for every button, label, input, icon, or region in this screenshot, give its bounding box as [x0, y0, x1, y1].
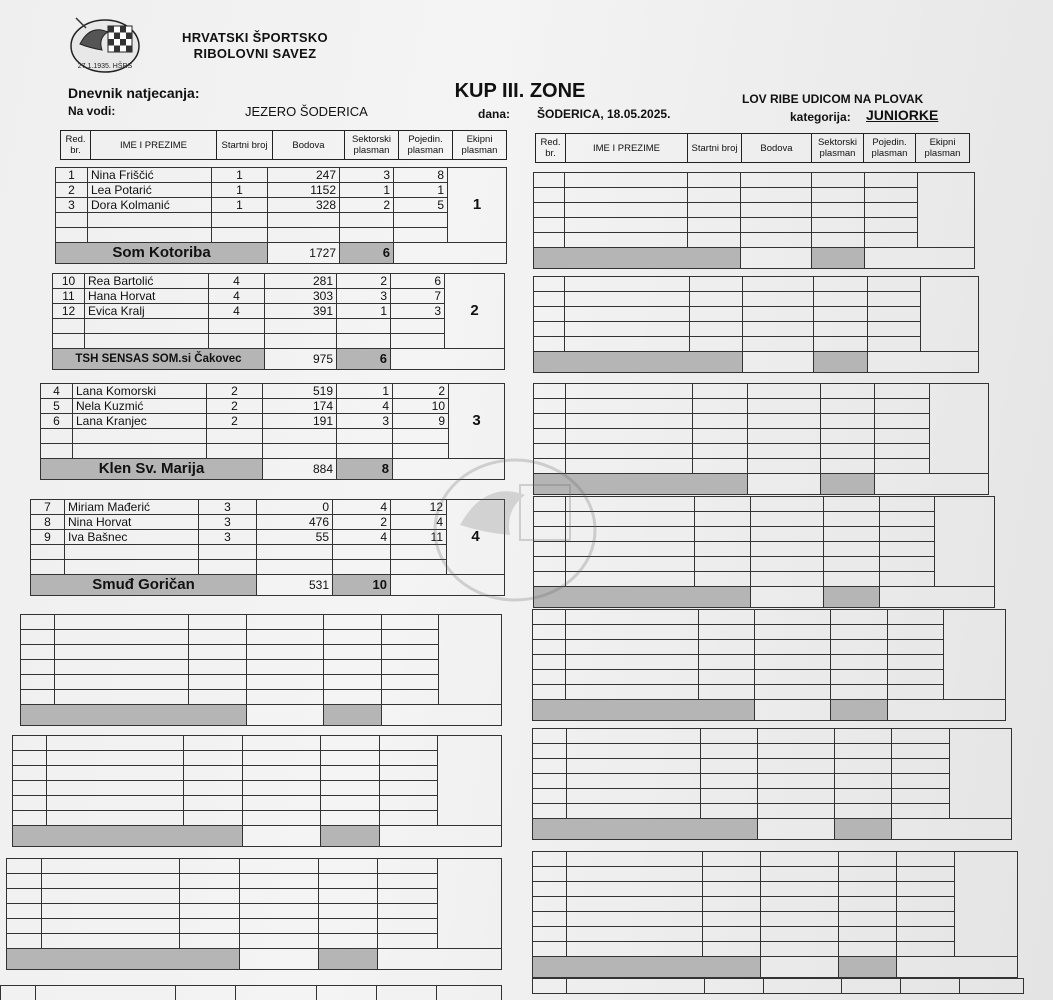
- col-indiv: Pojedin. plasman: [864, 134, 916, 163]
- competitor-name: Lana Kranjec: [73, 414, 207, 429]
- team-sector-sum: 6: [340, 243, 394, 264]
- competitor-name: Rea Bartolić: [85, 274, 209, 289]
- team-rank: 1: [448, 168, 507, 243]
- col-sector: Sektorski plasman: [812, 134, 864, 163]
- column-header-right: [535, 133, 970, 163]
- empty-team-block: [532, 978, 1024, 994]
- empty-team-block: [533, 496, 995, 608]
- col-sector: Sektorski plasman: [345, 131, 399, 160]
- team-total: 531: [257, 575, 333, 596]
- empty-team-block: [6, 858, 502, 970]
- watermark-stamp-icon: [430, 455, 600, 605]
- col-no: Red. br.: [61, 131, 91, 160]
- team-total: 975: [265, 349, 337, 370]
- column-header-left: [60, 130, 507, 160]
- empty-team-block: [532, 851, 1018, 978]
- table-row: 4 Lana Komorski 2 519 1 2 3: [41, 384, 505, 399]
- empty-team-block: [533, 383, 989, 495]
- table-row: 12 Evica Kralj 4 391 1 3: [53, 304, 505, 319]
- empty-team-block: [533, 276, 979, 373]
- col-team: Ekipni plasman: [453, 131, 507, 160]
- competitor-name: Evica Kralj: [85, 304, 209, 319]
- team-summary-row: [56, 243, 507, 264]
- competitor-name: Dora Kolmanić: [88, 198, 212, 213]
- empty-team-block: [533, 172, 975, 269]
- competitor-name: Nina Horvat: [65, 515, 199, 530]
- col-name: IME I PREZIME: [91, 131, 217, 160]
- empty-team-block: [12, 735, 502, 847]
- table-row: 1 Nina Friščić 1 247 3 8 1: [56, 168, 507, 183]
- table-row: 5 Nela Kuzmić 2 174 4 10: [41, 399, 505, 414]
- team-rank: 2: [445, 274, 505, 349]
- category-value: JUNIORKE: [866, 107, 939, 123]
- team-block: [52, 273, 505, 370]
- table-row: 3 Dora Kolmanić 1 328 2 5: [56, 198, 507, 213]
- federation-name: HRVATSKI ŠPORTSKO RIBOLOVNI SAVEZ: [182, 30, 328, 61]
- col-no: Red. br.: [536, 134, 566, 163]
- team-total: 1727: [268, 243, 340, 264]
- team-summary-row: [53, 349, 505, 370]
- team-block: [55, 167, 507, 264]
- competitor-name: Iva Bašnec: [65, 530, 199, 545]
- page-title: KUP III. ZONE: [454, 80, 586, 102]
- water-value: JEZERO ŠODERICA: [245, 104, 368, 119]
- svg-text:27.1.1935. HŠRS: 27.1.1935. HŠRS: [77, 63, 133, 70]
- table-row: 8 Nina Horvat 3 476 2 4: [31, 515, 505, 530]
- competitor-name: Miriam Mađerić: [65, 500, 199, 515]
- col-name: IME I PREZIME: [566, 134, 688, 163]
- team-name: Klen Sv. Marija: [41, 459, 263, 480]
- competitor-name: Nela Kuzmić: [73, 399, 207, 414]
- table-row: 9 Iva Bašnec 3 55 4 11: [31, 530, 505, 545]
- competitor-name: Lea Potarić: [88, 183, 212, 198]
- diary-label: Dnevnik natjecanja:: [68, 85, 200, 101]
- date-label: dana:: [478, 107, 511, 121]
- team-name: Som Kotoriba: [56, 243, 268, 264]
- water-label: Na vodi:: [68, 104, 116, 118]
- team-rank: 4: [447, 500, 505, 575]
- table-row: 10 Rea Bartolić 4 281 2 6 2: [53, 274, 505, 289]
- col-start: Startni broj: [688, 134, 742, 163]
- empty-team-block: [20, 614, 502, 726]
- col-points: Bodova: [273, 131, 345, 160]
- table-row: 6 Lana Kranjec 2 191 3 9: [41, 414, 505, 429]
- date-value: ŠODERICA, 18.05.2025.: [537, 107, 671, 121]
- team-name: TSH SENSAS SOM.si Čakovec: [53, 349, 265, 370]
- empty-team-block: [0, 985, 502, 1000]
- table-row: 7 Miriam Mađerić 3 0 4 12 4: [31, 500, 505, 515]
- federation-logo-icon: [68, 14, 142, 74]
- team-name: Smuđ Goričan: [31, 575, 257, 596]
- discipline: LOV RIBE UDICOM NA PLOVAK: [742, 92, 924, 106]
- col-points: Bodova: [742, 134, 812, 163]
- team-sector-sum: 6: [337, 349, 391, 370]
- table-row: 2 Lea Potarić 1 1152 1 1: [56, 183, 507, 198]
- team-total: 884: [263, 459, 337, 480]
- competitor-name: Nina Friščić: [88, 168, 212, 183]
- empty-team-block: [532, 609, 1006, 721]
- category-label: kategorija:: [790, 110, 851, 124]
- table-row: 11 Hana Horvat 4 303 3 7: [53, 289, 505, 304]
- team-rank: 3: [449, 384, 505, 459]
- empty-team-block: [532, 728, 1012, 840]
- col-start: Startni broj: [217, 131, 273, 160]
- competitor-name: Lana Komorski: [73, 384, 207, 399]
- team-sector-sum: 8: [337, 459, 393, 480]
- col-indiv: Pojedin. plasman: [399, 131, 453, 160]
- col-team: Ekipni plasman: [916, 134, 970, 163]
- team-sector-sum: 10: [333, 575, 391, 596]
- competitor-name: Hana Horvat: [85, 289, 209, 304]
